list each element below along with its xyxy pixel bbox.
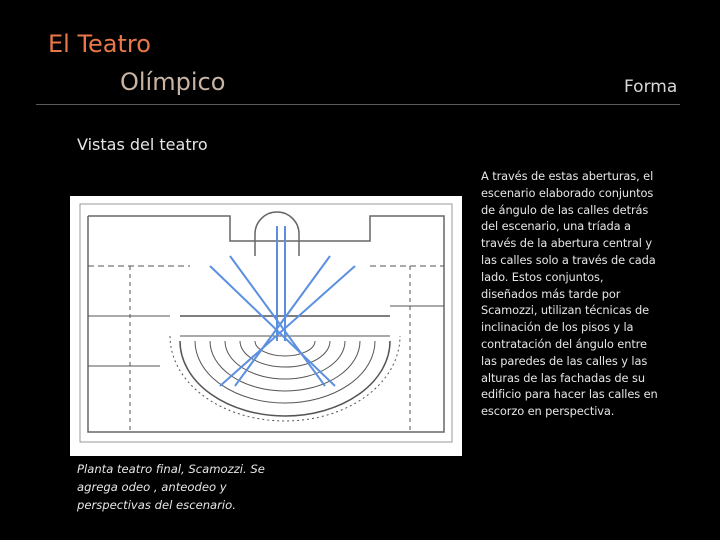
theatre-floor-plan-image (70, 196, 462, 456)
title-line-1: El Teatro (48, 30, 151, 58)
body-paragraph: A través de estas aberturas, el escenario elaborado conjuntos de ángulo de las calles detrás del escenario, una tríada a través de la abertura central y las calles solo a través de cada lado. Estos conjuntos, diseñados más tarde por Scamozzi, utilizan técnicas de inclinación de los pisos y la contratación del ángulo entre las paredes de las calles y las alturas de las fachadas de su edificio para hacer las calles en escorzo en perspectiva. (481, 169, 658, 419)
header-divider (36, 104, 680, 105)
title-line-2: Olímpico (120, 68, 226, 96)
slide-subtitle: Vistas del teatro (77, 135, 208, 154)
section-label: Forma (624, 77, 678, 97)
figure-caption: Planta teatro final, Scamozzi. Se agrega odeo , anteodeo y perspectivas del escenario. (77, 462, 265, 512)
